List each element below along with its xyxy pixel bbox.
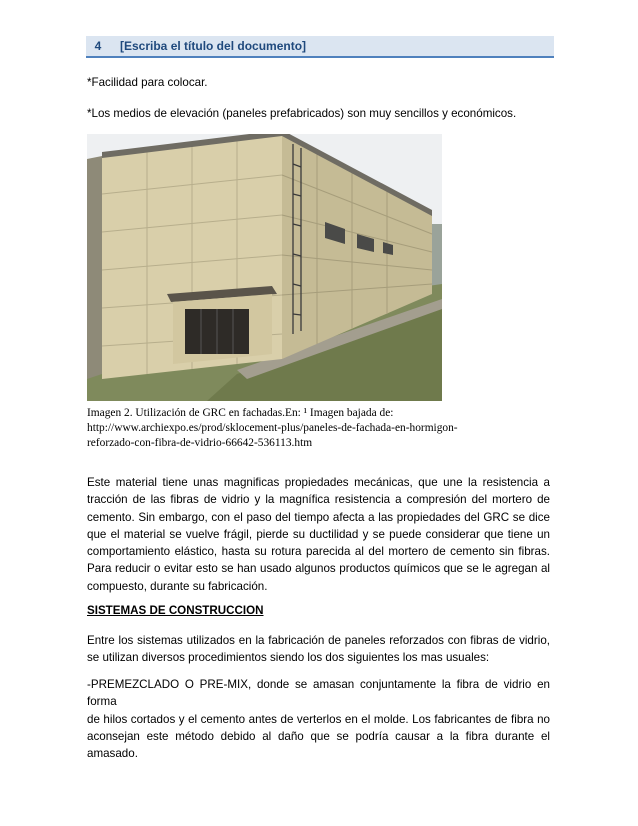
text-line: comportamiento elástico, hasta su rotura parecida al del mortero de cemento sin fibras. bbox=[87, 545, 550, 559]
figure-caption-url: http://www.archiexpo.es/prod/sklocement-plus/paneles-de-fachada-en-hormigon- bbox=[87, 422, 458, 434]
text-line: compuesto, durante su fabricación. bbox=[87, 579, 268, 593]
text-line: Entre los sistemas utilizados en la fabricación de paneles reforzados con fibras de vidrio, bbox=[87, 634, 550, 647]
text-line: tracción de las fibras de vidrio y la magnífica resistencia a compresión del mortero de bbox=[87, 493, 550, 507]
text-line: de hilos cortados y el cemento antes de verterlos en el molde. Los fabricantes de fibra no bbox=[87, 712, 550, 726]
figure-caption-url: reforzado-con-fibra-de-vidrio-66642-536113.htm bbox=[87, 437, 313, 449]
bullet-item: *Facilidad para colocar. bbox=[87, 76, 208, 89]
facade-photo bbox=[87, 134, 442, 401]
text-line: -PREMEZCLADO O PRE-MIX, donde se amasan conjuntamente la fibra de vidrio en forma bbox=[87, 678, 550, 709]
text-line: Este material tiene unas magnificas propiedades mecánicas, que une la resistencia a bbox=[87, 476, 550, 489]
text-line: Para reducir o evitar esto se han usado algunos productos químicos que se le agregan al bbox=[87, 562, 550, 576]
body-paragraph bbox=[87, 632, 550, 667]
text-line: amasado. bbox=[87, 747, 138, 761]
text-line: aconsejan este método debido al daño que se podría causar a la fibra durante el bbox=[87, 729, 550, 743]
text-line: se utilizan diversos procedimientos siendo los dos siguientes los mas usuales: bbox=[87, 651, 490, 665]
page-header bbox=[86, 36, 554, 58]
section-heading: SISTEMAS DE CONSTRUCCION bbox=[87, 604, 264, 617]
text-line: que el material se vuelve frágil, pierde su ductilidad y se puede considerar que tiene un bbox=[87, 527, 550, 541]
body-paragraph bbox=[87, 676, 550, 762]
body-paragraph bbox=[87, 474, 550, 595]
text-line: cemento. Sin embargo, con el paso del tiempo afecta a las propiedades del GRC se dice bbox=[87, 510, 550, 524]
page-number: 4 bbox=[86, 36, 110, 56]
document-title: [Escriba el título del documento] bbox=[110, 36, 554, 56]
figure-caption-line: Imagen 2. Utilización de GRC en fachadas.En: ¹ Imagen bajada de: bbox=[87, 407, 394, 419]
bullet-item: *Los medios de elevación (paneles prefabricados) son muy sencillos y económicos. bbox=[87, 107, 517, 120]
